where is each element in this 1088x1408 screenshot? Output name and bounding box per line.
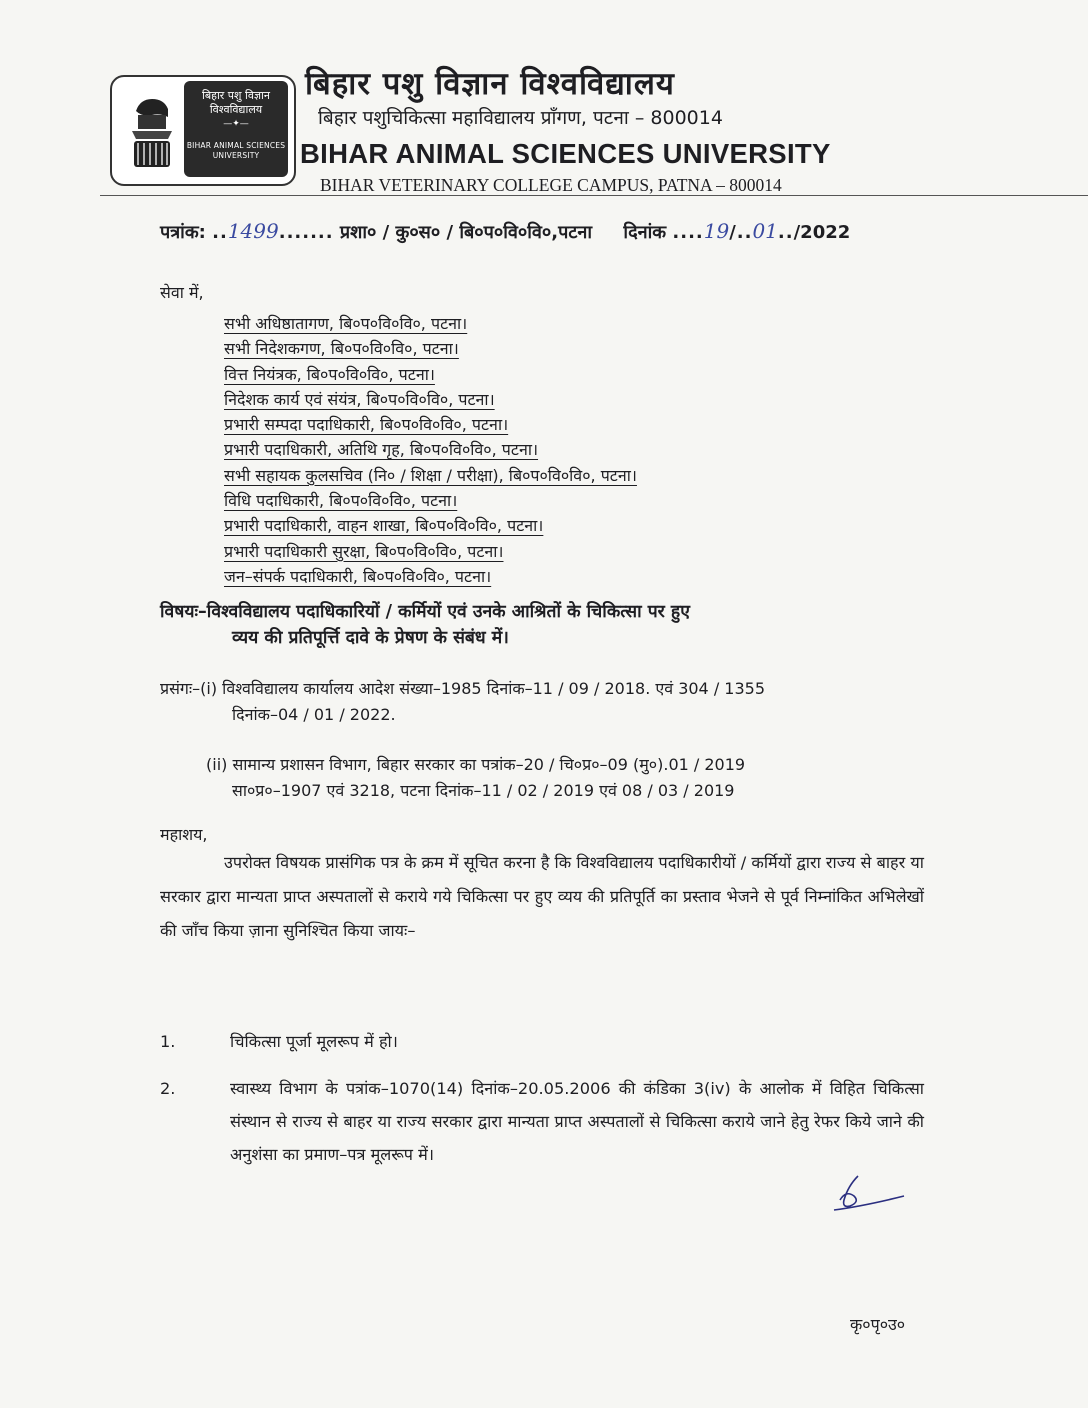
point-number: 2. — [160, 1079, 176, 1098]
subject — [160, 599, 940, 651]
body-paragraph — [160, 846, 924, 948]
date-label: दिनांक — [623, 222, 667, 243]
cow-emblem-icon — [122, 85, 182, 173]
logo-hindi-text: बिहार पशु विज्ञान विश्वविद्यालय — [201, 89, 270, 116]
addressee-item: वित्त नियंत्रक, बि०प०वि०वि०, पटना। — [224, 364, 435, 384]
references — [160, 676, 930, 804]
logo-star-icon: —✦— — [223, 119, 249, 129]
reference-1-line-2: दिनांक–04 / 01 / 2022. — [232, 705, 396, 724]
point-number: 1. — [160, 1032, 176, 1051]
reference-2-line-1: (ii) सामान्य प्रशासन विभाग, बिहार सरकार का पत्रांक–20 / चि०प्र०–09 (मु०).01 / 2019 — [206, 755, 746, 774]
office-code: प्रशा० / कु०स० / बि०प०वि०वि०,पटना — [339, 222, 593, 243]
points-list — [160, 1025, 924, 1185]
university-name-hindi: बिहार पशु विज्ञान विश्वविद्यालय — [305, 66, 675, 102]
university-name-english: BIHAR ANIMAL SCIENCES UNIVERSITY — [300, 138, 831, 169]
address-hindi: बिहार पशुचिकित्सा महाविद्यालय प्राँगण, पटना – 800014 — [318, 107, 723, 129]
reference-line: पत्रांक: ..1499....... प्रशा० / कु०स० / बि०प०वि०वि०,पटना दिनांक ....19/..01../2022 — [160, 219, 851, 243]
address-english: BIHAR VETERINARY COLLEGE CAMPUS, PATNA – 800014 — [320, 175, 782, 195]
logo-text-panel — [184, 81, 288, 177]
addressee-item: निदेशक कार्य एवं संयंत्र, बि०प०वि०वि०, पटना। — [224, 389, 495, 409]
reference-2 — [160, 752, 930, 804]
addressee-item: जन–संपर्क पदाधिकारी, बि०प०वि०वि०, पटना। — [224, 566, 492, 586]
university-logo — [110, 75, 296, 186]
list-item — [160, 1025, 924, 1058]
handwritten-initials — [822, 1170, 912, 1220]
addressee-item: प्रभारी पदाधिकारी सुरक्षा, बि०प०वि०वि०, पटना। — [224, 541, 504, 561]
subject-line-1: विषयः–विश्वविद्यालय पदाधिकारियों / कर्मियों एवं उनके आश्रितों के चिकित्सा पर हुए — [160, 602, 690, 622]
reference-1-line-1: प्रसंगः–(i) विश्वविद्यालय कार्यालय आदेश संख्या–1985 दिनांक–11 / 09 / 2018. एवं 304 / 1355 — [160, 679, 766, 698]
header-divider — [100, 195, 1088, 196]
reference-2-line-2: सा०प्र०–1907 एवं 3218, पटना दिनांक–11 / 02 / 2019 एवं 08 / 03 / 2019 — [232, 781, 735, 800]
addressee-item: प्रभारी पदाधिकारी, वाहन शाखा, बि०प०वि०वि०, पटना। — [224, 516, 544, 536]
addressee-item: प्रभारी सम्पदा पदाधिकारी, बि०प०वि०वि०, पटना। — [224, 415, 509, 435]
addressee-item: प्रभारी पदाधिकारी, अतिथि गृह, बि०प०वि०वि०, पटना। — [224, 440, 539, 460]
addressee-item: विधि पदाधिकारी, बि०प०वि०वि०, पटना। — [224, 491, 458, 511]
salutation-to: सेवा में, — [160, 283, 204, 302]
greeting: महाशय, — [160, 825, 208, 844]
please-turn-over: कृ०पृ०उ० — [850, 1315, 906, 1334]
patrank-label: पत्रांक: — [160, 222, 206, 243]
date-year: /2022 — [793, 222, 851, 243]
body-paragraph-text: उपरोक्त विषयक प्रासंगिक पत्र के क्रम में सूचित करना है कि विश्वविद्यालय पदाधिकारीयों / कर्मियों द्वारा राज्य से बाहर या सरकार द्वारा मान्यता प्राप्त अस्पतालों से कराये गये चिकित्सा पर हुए व्यय की प्रतिपूर्ति का प्रस्ताव भेजने से पूर्व निम्नांकित अभिलेखों की जाँच किया ज़ाना सुनिश्चित किया जायः– — [160, 853, 924, 940]
addressee-item: सभी अधिष्ठातागण, बि०प०वि०वि०, पटना। — [224, 314, 468, 333]
subject-line-2: व्यय की प्रतिपूर्त्ति दावे के प्रेषण के संबंध में। — [232, 628, 509, 648]
addressee-item: सभी निदेशकगण, बि०प०वि०वि०, पटना। — [224, 339, 459, 359]
point-text: चिकित्सा पूर्जा मूलरूप में हो। — [230, 1032, 398, 1051]
point-text: स्वास्थ्य विभाग के पत्रांक–1070(14) दिनांक–20.05.2006 की कंडिका 3(iv) के आलोक में विहित चिकित्सा संस्थान से राज्य से बाहर या राज्य सरकार द्वारा मान्यता प्राप्त अस्पतालों से चिकित्सा कराये जाने हेतु रेफर किये जाने की अनुशंसा का प्रमाण–पत्र मूलरूप में। — [230, 1079, 924, 1164]
logo-english-text: BIHAR ANIMAL SCIENCES UNIVERSITY — [186, 141, 286, 160]
addressee-list — [224, 311, 637, 589]
patrank-number: 1499 — [227, 219, 279, 243]
date-month: 01 — [752, 219, 778, 243]
addressee-item: सभी सहायक कुलसचिव (नि० / शिक्षा / परीक्षा), बि०प०वि०वि०, पटना। — [224, 465, 637, 485]
list-item — [160, 1072, 924, 1171]
date-day: 19 — [703, 219, 730, 243]
